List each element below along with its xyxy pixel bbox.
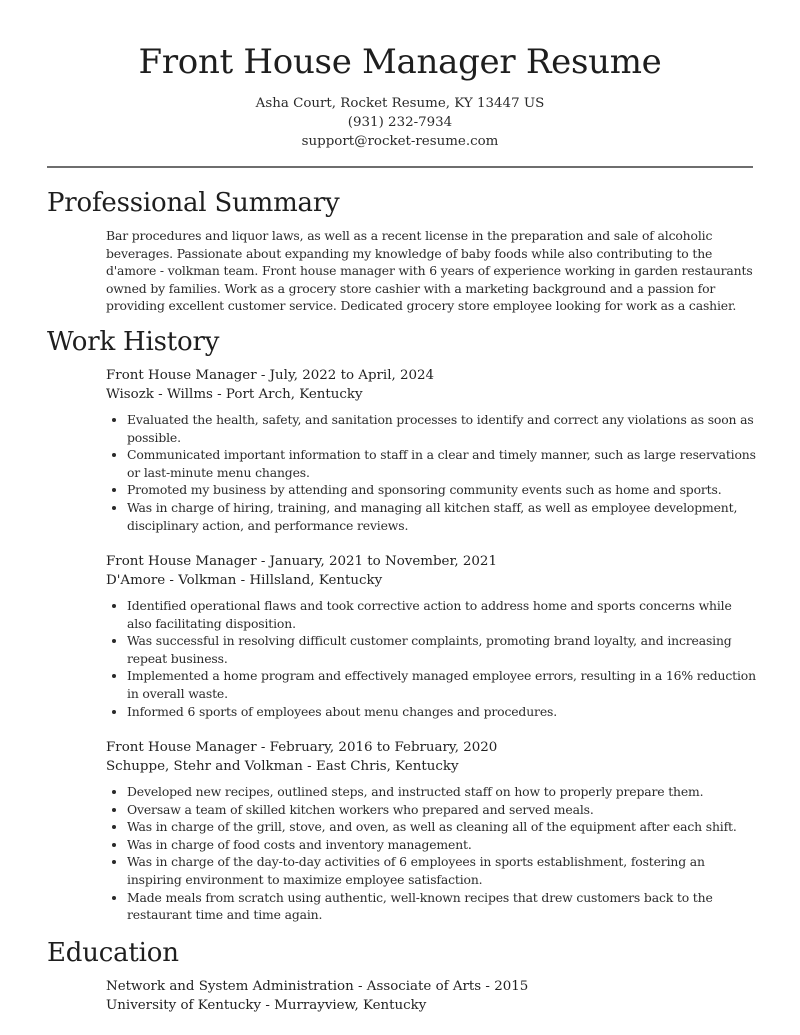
job-duty: • Promoted my business by attending and sponsoring community events such as home and sports.: [127, 481, 758, 499]
job-duty: • Communicated important information to staff in a clear and timely manner, such as large reservations or last-minute menu changes.: [127, 446, 758, 481]
contact-email: support@rocket-resume.com: [301, 134, 499, 149]
job-entry: [106, 738, 758, 924]
job-duties: [106, 411, 758, 534]
education-entry: [106, 977, 758, 1015]
job-company-location: Schuppe, Stehr and Volkman - East Chris, Kentucky: [106, 759, 459, 774]
job-duty: • Was in charge of hiring, training, and managing all kitchen staff, as well as employee development, disciplinary action, and performance reviews.: [127, 499, 758, 534]
section-heading-summary: Professional Summary: [47, 188, 340, 218]
section-heading-work-history: Work History: [47, 327, 220, 357]
contact-info: [0, 94, 800, 151]
job-duty: • Oversaw a team of skilled kitchen workers who prepared and served meals.: [127, 801, 758, 819]
job-entry: [106, 366, 758, 534]
job-duties: [106, 783, 758, 924]
job-company-location: D'Amore - Volkman - Hillsland, Kentucky: [106, 573, 383, 588]
job-duty: • Was successful in resolving difficult customer complaints, promoting brand loyalty, and increasing repeat business.: [127, 632, 758, 667]
job-duties: [106, 597, 758, 720]
job-duty: • Informed 6 sports of employees about menu changes and procedures.: [127, 703, 758, 721]
education-degree: Network and System Administration - Associate of Arts - 2015: [106, 979, 529, 994]
job-duty: • Was in charge of the grill, stove, and oven, as well as cleaning all of the equipment after each shift.: [127, 818, 758, 836]
job-duty: • Implemented a home program and effectively managed employee errors, resulting in a 16% reduction in overall waste.: [127, 667, 758, 702]
resume-title: Front House Manager Resume: [138, 42, 662, 82]
summary-text: Bar procedures and liquor laws, as well as a recent license in the preparation and sale of alcoholic beverages. Passionate about expanding my knowledge of baby foods while also contributing to the d'amore - volkman team. Front house manager with 6 years of experience working in garden restaurants owned by families. Work as a grocery store cashier with a marketing background and a passion for providing excellent customer service. Dedicated grocery store employee looking for work as a cashier.: [106, 228, 753, 314]
resume-header: [0, 0, 800, 151]
job-duty: • Was in charge of food costs and inventory management.: [127, 836, 758, 854]
job-title-dates: Front House Manager - January, 2021 to November, 2021: [106, 554, 497, 569]
section-heading-education: Education: [47, 938, 179, 968]
header-divider: [47, 166, 753, 168]
job-title-dates: Front House Manager - February, 2016 to February, 2020: [106, 740, 498, 755]
contact-phone: (931) 232-7934: [347, 115, 453, 130]
job-title-dates: Front House Manager - July, 2022 to April, 2024: [106, 368, 435, 383]
job-duty: • Identified operational flaws and took corrective action to address home and sports concerns while also facilitating disposition.: [127, 597, 758, 632]
job-company-location: Wisozk - Willms - Port Arch, Kentucky: [106, 387, 363, 402]
contact-address: Asha Court, Rocket Resume, KY 13447 US: [255, 96, 545, 111]
job-duty: • Evaluated the health, safety, and sanitation processes to identify and correct any violations as soon as possible.: [127, 411, 758, 446]
education-school: University of Kentucky - Murrayview, Kentucky: [106, 998, 427, 1013]
job-duty: • Was in charge of the day-to-day activities of 6 employees in sports establishment, fostering an inspiring environment to maximize employee satisfaction.: [127, 853, 758, 888]
job-duty: • Made meals from scratch using authentic, well-known recipes that drew customers back to the restaurant time and time again.: [127, 889, 758, 924]
job-duty: • Developed new recipes, outlined steps, and instructed staff on how to properly prepare them.: [127, 783, 758, 801]
job-entry: [106, 552, 758, 720]
